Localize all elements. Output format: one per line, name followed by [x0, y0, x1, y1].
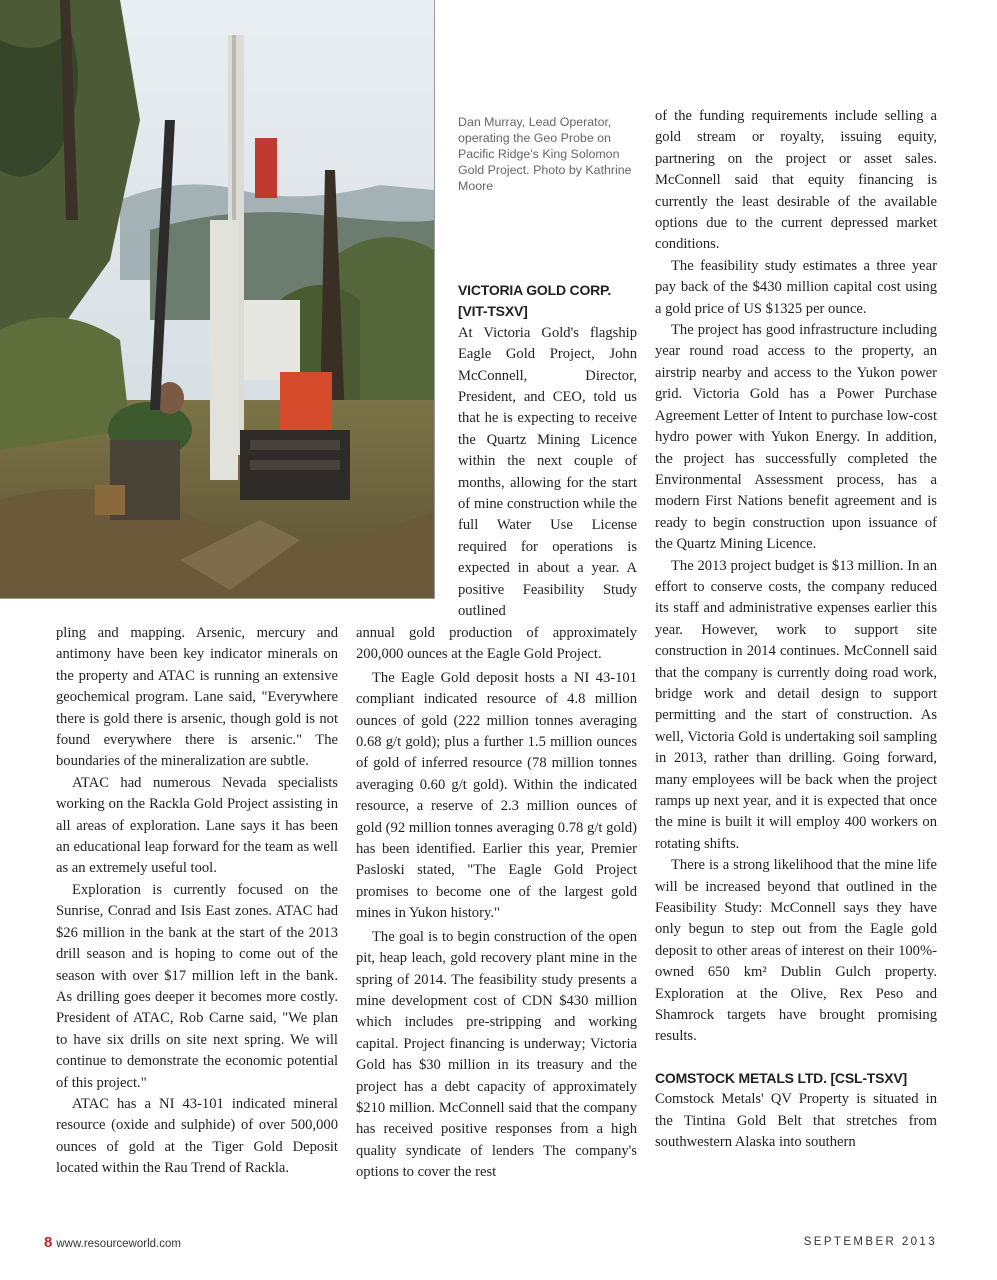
victoria-gold-heading: [458, 280, 637, 323]
drill-rig-illustration: [0, 0, 434, 598]
paragraph: of the funding requirements include selling a gold stream or royalty, issuing equity, partnering on the project or asset sales. McConnell said that equity financing is currently the least desirable of the available options due to the current depressed market conditions.: [655, 108, 937, 253]
footer-left: [44, 1234, 181, 1251]
paragraph: The feasibility study estimates a three year pay back of the $430 million capital cost using a gold price of US $1325 per ounce.: [655, 257, 937, 317]
paragraph: The project has good infrastructure including year round road access to the property, an airstrip nearby and access to the Yukon power grid. Victoria Gold has a Power Purchase Agreement Letter of Intent to purchase low-cost hydro power with Yukon Energy. In addition, the project has successfully completed the Environmental Assessment process, has a modern First Nations benefit agreement and is ready to begin construction upon issuance of the Quartz Mining Licence.: [655, 322, 937, 553]
paragraph: pling and mapping. Arsenic, mercury and antimony have been key indicator minerals on the property and ATAC is running an extensive geochemical program. Lane said, "Everywhere there is gold there is arsenic, though gold is not found everywhere there is arsenic." The boundaries of the mineralization are subtle.: [56, 625, 338, 770]
paragraph: ATAC has a NI 43-101 indicated mineral resource (oxide and sulphide) of over 500,000 ounces of gold at the Tiger Gold Deposit located within the Rau Trend of Rackla.: [56, 1095, 338, 1177]
drill-rig-photo: [0, 0, 435, 599]
heading-line: VICTORIA GOLD CORP.: [458, 282, 612, 298]
paragraph: There is a strong likelihood that the mine life will be increased beyond that outlined in the Feasibility Study: McConnell says they have only begun to step out from the Eagle gold deposit to other areas of interest on their 100%-owned 650 km² Dublin Gulch property. Exploration at the Olive, Rex Peso and Shamrock targets have brought promising results.: [655, 857, 937, 1045]
paragraph: The goal is to begin construction of the open pit, heap leach, gold recovery plant mine in the spring of 2014. The feasibility study presents a mine development cost of CDN $430 million which includes pre-stripping and working capital. Project financing is underway; Victoria Gold has $30 million in its treasury and the project has a debt capacity of approximately $210 million. McConnell said that the company has received positive responses from a high quality syndicate of lenders The company's options to cover the rest: [356, 928, 637, 1181]
article-column-3: [655, 106, 937, 1154]
issue-date: SEPTEMBER 2013: [803, 1236, 937, 1248]
paragraph: annual gold production of approximately 200,000 ounces at the Eagle Gold Project.: [356, 625, 637, 663]
website-link[interactable]: www.resourceworld.com: [56, 1238, 181, 1250]
photo-caption: Dan Murray, Lead Operator, operating the Geo Probe on Pacific Ridge's King Solomon Gold Project. Photo by Kathrine Moore: [458, 115, 632, 193]
paragraph: At Victoria Gold's flagship Eagle Gold Project, John McConnell, Director, President, and CEO, told us that he is expecting to receive the Quartz Mining Licence within the next couple of months, allowing for the start of mine construction while the full Water Use License required for operations is expected in about a year. A positive Feasibility Study outlined: [458, 324, 637, 620]
paragraph: Exploration is currently focused on the Sunrise, Conrad and Isis East zones. ATAC had $26 million in the bank at the start of the 2013 drill season and is hoping to come out of the season with over $17 million left in the bank. As drilling goes deeper it becomes more costly. President of ATAC, Rob Carne said, "We plan to have six drills on site next spring. We will continue to demonstrate the economic potential of this project.": [56, 881, 338, 1091]
paragraph: ATAC had numerous Nevada specialists working on the Rackla Gold Project assisting in all areas of exploration. Lane says it has been an educational leap forward for the team as well as an extremely useful tool.: [56, 774, 338, 877]
comstock-metals-heading: COMSTOCK METALS LTD. [CSL-TSXV]: [655, 1069, 908, 1086]
article-column-1: [56, 623, 338, 1180]
article-column-2-top: [458, 280, 637, 623]
paragraph: The 2013 project budget is $13 million. In an effort to conserve costs, the company reduced its staff and administrative expenses earlier this year. However, work to support site construction in 2014 continues. McConnell said that the company is currently doing road work, bridge work and detail design to support permitting and the start of construction. As well, Victoria Gold is undertaking soil sampling in 2013, rather than drilling. Going forward, many employees will be back when the project ramps up next year, and it is expected that once the mine is built it will employ 400 workers on rotating shifts.: [655, 557, 937, 852]
heading-line: [VIT-TSXV]: [458, 303, 528, 320]
paragraph: Comstock Metals' QV Property is situated in the Tintina Gold Belt that stretches from southwestern Alaska into southern: [655, 1091, 937, 1151]
page-number: 8: [44, 1234, 53, 1251]
article-column-2: [356, 623, 637, 1184]
paragraph: The Eagle Gold deposit hosts a NI 43-101 compliant indicated resource of 4.8 million ounces of gold (222 million tonnes averaging 0.68 g/t gold); plus a further 1.5 million ounces of gold of inferred resource (78 million tonnes averaging 0.60 g/t gold). Within the indicated resource, a reserve of 2.3 million ounces of gold (92 million tonnes averaging 0.78 g/t gold) has been identified. Earlier this year, Premier Pasloski stated, "The Eagle Gold Project promises to become one of the largest gold mines in Yukon history.": [356, 669, 637, 922]
